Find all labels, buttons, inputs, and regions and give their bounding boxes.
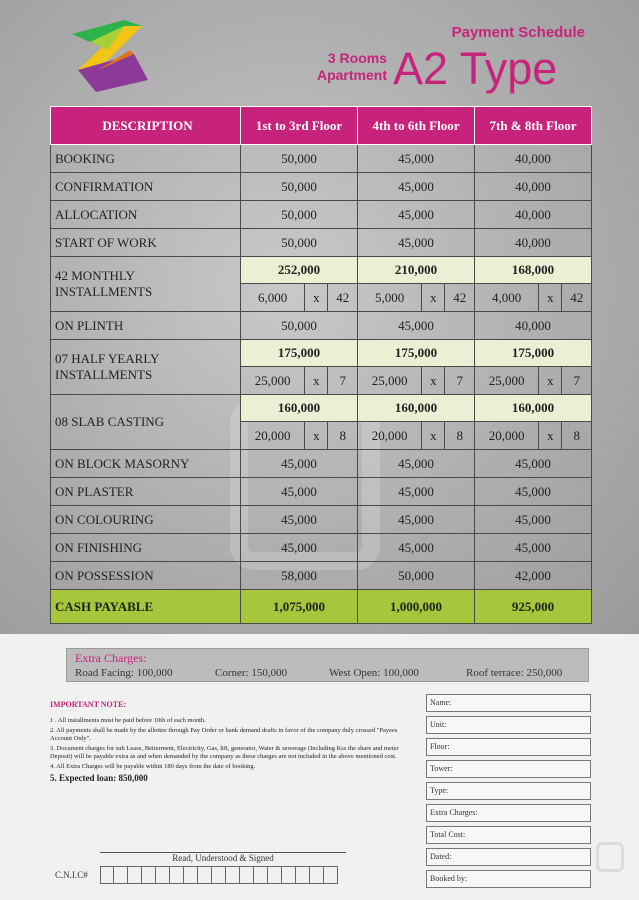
note-item: 2. All payments shall be made by the allottee through Pay Order or bank demand drafts in favor of the company duly crossed "Payees Account Only". xyxy=(50,727,398,742)
cell-value: 45,000 xyxy=(358,450,475,478)
table-row xyxy=(51,478,592,506)
cnic-digit-box[interactable] xyxy=(198,866,212,884)
row-label-line: 42 MONTHLY xyxy=(55,268,135,283)
booking-form xyxy=(426,694,591,892)
cell-value: 45,000 xyxy=(241,506,358,534)
cell-value: 58,000 xyxy=(241,562,358,590)
cell-value: 45,000 xyxy=(241,478,358,506)
breakdown-amount: 25,000 xyxy=(371,372,408,388)
row-label: ALLOCATION xyxy=(51,201,241,229)
breakdown-times: x xyxy=(422,367,445,394)
corner-charge: Corner: 150,000 xyxy=(215,667,288,679)
breakdown-times: x xyxy=(422,284,445,311)
row-label: CONFIRMATION xyxy=(51,173,241,201)
row-label: 08 SLAB CASTING xyxy=(51,395,241,450)
cell-value: 45,000 xyxy=(358,506,475,534)
breakdown-times: x xyxy=(305,284,328,311)
breakdown-amount: 25,000 xyxy=(254,372,291,388)
breakdown-times: x xyxy=(305,422,328,449)
cell-value: 50,000 xyxy=(241,173,358,201)
breakdown-amount: 5,000 xyxy=(375,289,405,305)
cell-value: 45,000 xyxy=(475,534,592,562)
extra-charges-box xyxy=(66,648,589,682)
cell-breakdown xyxy=(475,284,592,312)
cell-breakdown xyxy=(358,367,475,395)
cnic-digit-box[interactable] xyxy=(142,866,156,884)
company-logo xyxy=(68,20,152,92)
breakdown-count: 42 xyxy=(562,284,591,311)
cell-value: 45,000 xyxy=(358,312,475,340)
name-field[interactable]: Name: xyxy=(426,694,591,712)
row-label-line: INSTALLMENTS xyxy=(55,367,153,382)
cnic-digit-box[interactable] xyxy=(254,866,268,884)
cell-total: 160,000 xyxy=(358,395,475,422)
important-notes xyxy=(50,700,420,783)
cnic-digit-box[interactable] xyxy=(324,866,338,884)
cell-value: 45,000 xyxy=(358,201,475,229)
cnic-digit-box[interactable] xyxy=(170,866,184,884)
cell-total: 175,000 xyxy=(358,340,475,367)
cell-breakdown xyxy=(475,422,592,450)
row-label: ON PLINTH xyxy=(51,312,241,340)
table-row xyxy=(51,229,592,257)
cell-value: 40,000 xyxy=(475,173,592,201)
breakdown-count: 42 xyxy=(445,284,474,311)
extra-charges-field[interactable]: Extra Charges: xyxy=(426,804,591,822)
row-label-line: INSTALLMENTS xyxy=(55,284,153,299)
floor-field[interactable]: Floor: xyxy=(426,738,591,756)
road-facing-charge: Road Facing: 100,000 xyxy=(75,667,173,679)
notes-title: IMPORTANT NOTE: xyxy=(50,700,127,709)
breakdown-count: 7 xyxy=(445,367,474,394)
row-label: ON COLOURING xyxy=(51,506,241,534)
row-label: CASH PAYABLE xyxy=(51,590,241,624)
row-label: START OF WORK xyxy=(51,229,241,257)
west-open-charge: West Open: 100,000 xyxy=(329,667,419,679)
cnic-digit-box[interactable] xyxy=(310,866,324,884)
apartment-line: Apartment xyxy=(316,67,387,83)
dated-field[interactable]: Dated: xyxy=(426,848,591,866)
roof-terrace-charge: Roof terrace: 250,000 xyxy=(466,667,563,679)
row-label: ON BLOCK MASORNY xyxy=(51,450,241,478)
cell-breakdown xyxy=(475,367,592,395)
cell-value: 45,000 xyxy=(241,534,358,562)
cell-breakdown xyxy=(241,284,358,312)
header xyxy=(289,22,589,102)
booked-by-field[interactable]: Booked by: xyxy=(426,870,591,888)
type-field[interactable]: Type: xyxy=(426,782,591,800)
row-label: ON FINISHING xyxy=(51,534,241,562)
cnic-digit-box[interactable] xyxy=(100,866,114,884)
breakdown-count: 8 xyxy=(562,422,591,449)
cell-value: 45,000 xyxy=(358,534,475,562)
cnic-digit-box[interactable] xyxy=(114,866,128,884)
breakdown-times: x xyxy=(422,422,445,449)
breakdown-count: 42 xyxy=(328,284,357,311)
note-item: 1 . All installments must be paid before 10th of each month. xyxy=(50,717,206,724)
breakdown-count: 8 xyxy=(445,422,474,449)
cell-value: 45,000 xyxy=(358,173,475,201)
breakdown-amount: 25,000 xyxy=(488,372,525,388)
apartment-rooms xyxy=(297,50,387,84)
cell-value: 45,000 xyxy=(475,506,592,534)
breakdown-count: 8 xyxy=(328,422,357,449)
cell-value: 45,000 xyxy=(475,450,592,478)
cell-value: 45,000 xyxy=(358,478,475,506)
cell-value: 50,000 xyxy=(358,562,475,590)
cell-breakdown xyxy=(358,422,475,450)
cnic-digit-box[interactable] xyxy=(184,866,198,884)
row-label: ON POSSESSION xyxy=(51,562,241,590)
row-label: BOOKING xyxy=(51,145,241,173)
unit-field[interactable]: Unit: xyxy=(426,716,591,734)
cnic-digit-box[interactable] xyxy=(268,866,282,884)
cell-breakdown xyxy=(241,422,358,450)
cell-value: 40,000 xyxy=(475,145,592,173)
cell-value: 40,000 xyxy=(475,229,592,257)
cnic-digit-box[interactable] xyxy=(282,866,296,884)
breakdown-amount: 20,000 xyxy=(254,427,291,443)
row-label-line: 07 HALF YEARLY xyxy=(55,351,160,366)
col-header-description: DESCRIPTION xyxy=(51,107,241,145)
cell-value: 40,000 xyxy=(475,201,592,229)
cash-payable-row xyxy=(51,590,592,624)
cnic-input[interactable] xyxy=(100,866,338,884)
cnic-digit-box[interactable] xyxy=(240,866,254,884)
cell-total: 160,000 xyxy=(241,395,358,422)
cell-breakdown xyxy=(241,367,358,395)
row-label: ON PLASTER xyxy=(51,478,241,506)
table-row xyxy=(51,395,592,422)
cell-total: 210,000 xyxy=(358,257,475,284)
cnic-digit-box[interactable] xyxy=(156,866,170,884)
signature-label: Read, Understood & Signed xyxy=(172,853,274,863)
breakdown-times: x xyxy=(305,367,328,394)
breakdown-count: 7 xyxy=(328,367,357,394)
breakdown-times: x xyxy=(539,422,562,449)
row-label xyxy=(51,257,241,312)
cell-total: 175,000 xyxy=(241,340,358,367)
cell-value: 925,000 xyxy=(475,590,592,624)
breakdown-amount: 20,000 xyxy=(371,427,408,443)
table-row xyxy=(51,562,592,590)
breakdown-times: x xyxy=(539,284,562,311)
cell-value: 50,000 xyxy=(241,201,358,229)
col-header-floor-4-6: 4th to 6th Floor xyxy=(358,107,475,145)
table-row xyxy=(51,312,592,340)
cell-value: 50,000 xyxy=(241,312,358,340)
cell-value: 45,000 xyxy=(358,229,475,257)
breakdown-amount: 6,000 xyxy=(258,289,288,305)
cnic-digit-box[interactable] xyxy=(296,866,310,884)
cell-total: 160,000 xyxy=(475,395,592,422)
watermark-corner-icon xyxy=(596,842,624,872)
cell-breakdown xyxy=(358,284,475,312)
cnic-digit-box[interactable] xyxy=(128,866,142,884)
table-row xyxy=(51,450,592,478)
breakdown-count: 7 xyxy=(562,367,591,394)
breakdown-times: x xyxy=(539,367,562,394)
table-row xyxy=(51,257,592,284)
table-row xyxy=(51,173,592,201)
breakdown-amount: 4,000 xyxy=(492,289,522,305)
rooms-line: 3 Rooms xyxy=(327,50,387,66)
cell-value: 1,075,000 xyxy=(241,590,358,624)
table-row xyxy=(51,534,592,562)
table-row xyxy=(51,145,592,173)
cell-value: 42,000 xyxy=(475,562,592,590)
cell-value: 45,000 xyxy=(475,478,592,506)
cell-value: 40,000 xyxy=(475,312,592,340)
table-row xyxy=(51,201,592,229)
cnic-digit-box[interactable] xyxy=(212,866,226,884)
cell-value: 50,000 xyxy=(241,229,358,257)
cell-value: 45,000 xyxy=(241,450,358,478)
cell-total: 252,000 xyxy=(241,257,358,284)
expected-loan: 5. Expected loan: 850,000 xyxy=(50,773,148,783)
type-title: A2 Type xyxy=(393,43,558,94)
note-item: 3. Document charges for sub Lease, Betterment, Electricity, Gas, lift, generator, Water & sewerage (Including Kss the share and meter Deposit) will be payable extra as and when demanded by the company as these charges are not included in the above mentioned cost. xyxy=(50,745,399,760)
row-label xyxy=(51,340,241,395)
total-cost-field[interactable]: Total Cost: xyxy=(426,826,591,844)
schedule-title: Payment Schedule xyxy=(451,24,585,41)
note-item: 4. All Extra Charges will be payable within 180 days from the date of booking. xyxy=(50,763,256,770)
breakdown-amount: 20,000 xyxy=(488,427,525,443)
tower-field[interactable]: Tower: xyxy=(426,760,591,778)
cell-total: 175,000 xyxy=(475,340,592,367)
cell-value: 45,000 xyxy=(358,145,475,173)
table-row xyxy=(51,340,592,367)
table-row xyxy=(51,506,592,534)
cnic-label: C.N.I.C# xyxy=(55,870,88,880)
cell-value: 1,000,000 xyxy=(358,590,475,624)
cell-total: 168,000 xyxy=(475,257,592,284)
col-header-floor-1-3: 1st to 3rd Floor xyxy=(241,107,358,145)
cell-value: 50,000 xyxy=(241,145,358,173)
payment-schedule-table xyxy=(50,106,592,624)
cnic-digit-box[interactable] xyxy=(226,866,240,884)
extra-charges-title: Extra Charges: xyxy=(75,651,147,665)
col-header-floor-7-8: 7th & 8th Floor xyxy=(475,107,592,145)
